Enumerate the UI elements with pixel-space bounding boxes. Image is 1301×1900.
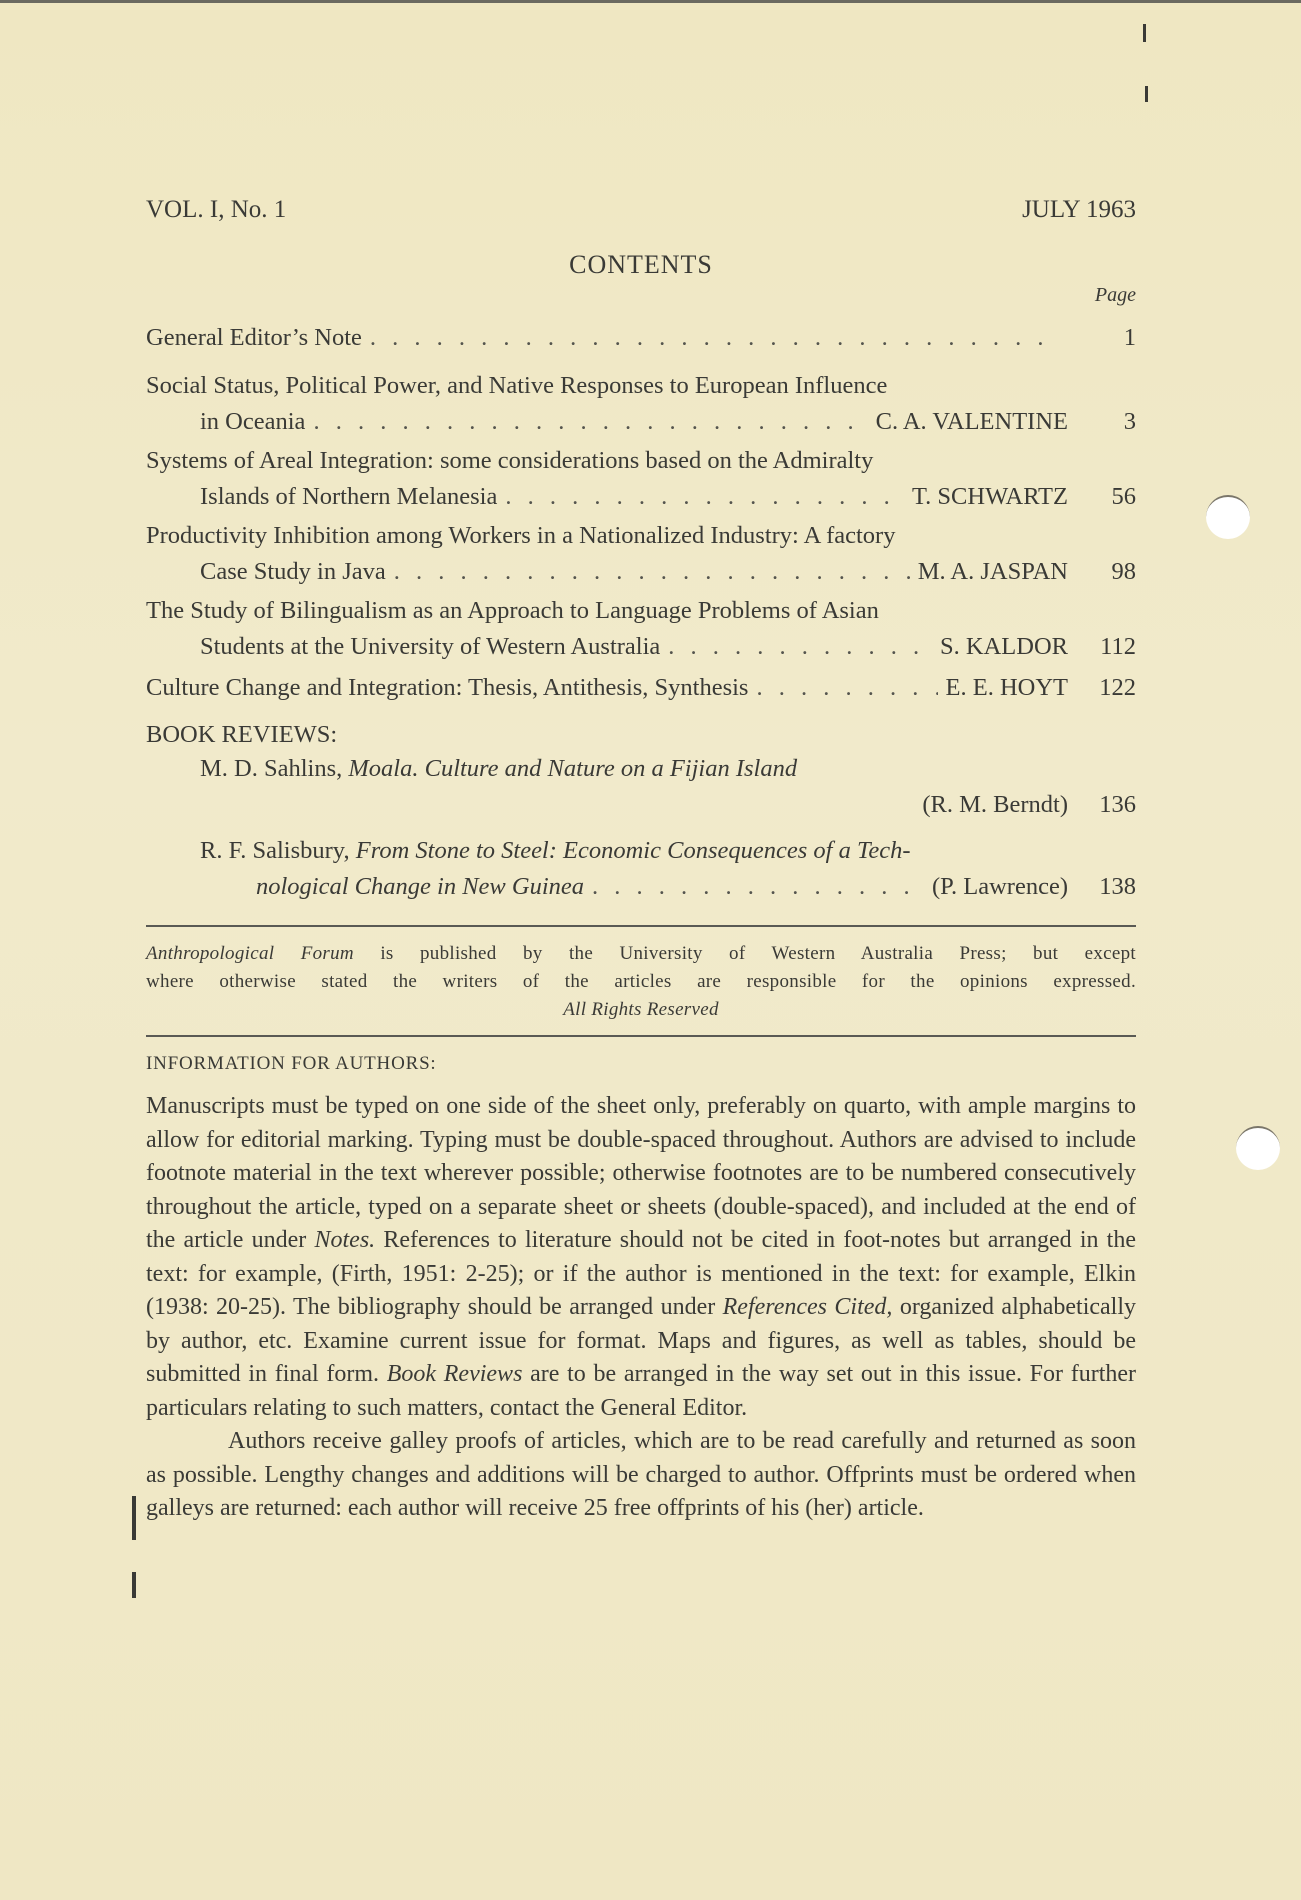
toc-title: General Editor’s Note [146,324,362,351]
toc-entry [146,670,1136,706]
info-paragraph: Authors receive galley proofs of articles, which are to be read carefully and returned as soon as possible. Lengthy changes and additions will be charged to author. Offprints must be ordered when galleys are returned: each author will receive 25 free offprints of his (her) article. [146,1428,1136,1521]
info-text: Manuscripts must be typed on one side of the sheet only, preferably on quarto, with ample margins to allow for editorial marking. Typing must be double-spaced throughout. Authors are advised to include footnote material in the text wherever possible; otherwise footnotes are to be numbered consecutively throughout the article, typed on a separate sheet or sheets (double-spaced), and included at the end of the article under [146,1093,1136,1253]
volume-number: VOL. I, No. 1 [146,196,287,223]
margin-mark [132,1572,136,1598]
leader-dots [592,869,924,905]
toc-title: Culture Change and Integration: Thesis, Antithesis, Synthesis [146,674,749,701]
toc-page: 112 [1100,633,1136,660]
toc-author: E. E. HOYT [945,674,1068,701]
book-review-entry [146,751,1136,823]
notice-text: is published by the University of Western Australia Press; but except [380,943,1136,964]
toc-page: 3 [1123,408,1136,435]
toc-title-line: Islands of Northern Melanesia [200,483,498,510]
toc-entry [146,320,1136,356]
leader-dots [756,670,937,706]
review-book-title: Moala. Culture and Nature on a Fijian Island [348,755,798,782]
info-italic: References Cited, [722,1294,893,1320]
leader-dots [370,320,1060,356]
punch-hole [1206,495,1250,539]
margin-mark [132,1496,136,1540]
page-column-label: Page [1094,284,1136,306]
toc-entry [146,368,1136,440]
info-italic: Book Reviews [386,1361,523,1387]
margin-mark [1143,24,1146,42]
info-body [146,1090,1136,1526]
toc-author: M. A. JASPAN [917,558,1068,585]
leader-dots [313,404,867,440]
toc-author: C. A. VALENTINE [875,408,1068,435]
toc-page: 98 [1111,558,1136,585]
margin-mark [1145,86,1148,102]
leader-dots [505,479,904,515]
toc-title-line: Social Status, Political Power, and Native Responses to European Influence [146,372,888,399]
book-review-entry [146,833,1136,905]
issue-date: JULY 1963 [1022,196,1136,223]
leader-dots [668,629,932,665]
toc-title-line: Case Study in Java [200,558,386,585]
contents-heading: CONTENTS [569,250,713,279]
toc-title-line: Productivity Inhibition among Workers in a Nationalized Industry: A factory [146,522,896,549]
info-text: organized alphabetically by author, etc. Examine current issue for format. Maps and figures, as well as tables, should be submitted in final form. [146,1294,1137,1387]
divider [146,1035,1136,1037]
info-heading: INFORMATION FOR AUTHORS: [146,1053,437,1074]
review-book-author: M. D. Sahlins, [200,755,343,782]
toc-page: 56 [1111,483,1136,510]
page-top-edge [0,0,1301,3]
review-page: 138 [1099,873,1136,900]
journal-name: Anthropological Forum [146,943,354,964]
publication-notice [146,940,1136,1024]
toc-page: 122 [1099,674,1136,701]
rights-notice: All Rights Reserved [563,999,719,1020]
toc-title-line: The Study of Bilingualism as an Approach to Language Problems of Asian [146,597,879,624]
punch-hole [1236,1126,1280,1170]
toc-title-line: in Oceania [200,408,306,435]
toc-entry [146,518,1136,590]
info-text: are to be arranged in the way set out in this issue. For further particulars relating to such matters, contact the General Editor. [146,1361,1137,1421]
review-book-title-cont: nological Change in New Guinea [256,873,584,900]
info-text: References to literature should not be cited in foot-notes but arranged in the text: for example, (Firth, 1951: 2-25); or if the author is mentioned in the text: for example, Elkin (1938: 20-25). The bibliography should be arranged under [146,1227,1137,1320]
toc-entry [146,593,1136,665]
divider [146,925,1136,927]
review-reviewer: (P. Lawrence) [931,873,1068,900]
toc-author: S. KALDOR [940,633,1068,660]
review-book-title: From Stone to Steel: Economic Consequences of a Tech- [355,837,911,864]
leader-dots [394,554,910,590]
toc-entry [146,443,1136,515]
toc-title-line: Systems of Areal Integration: some considerations based on the Admiralty [146,447,874,474]
toc-page: 1 [1123,324,1136,351]
toc-author: T. SCHWARTZ [912,483,1068,510]
toc-title-line: Students at the University of Western Australia [200,633,661,660]
review-reviewer: (R. M. Berndt) [922,791,1068,818]
book-reviews-heading: BOOK REVIEWS: [146,721,338,748]
review-book-author: R. F. Salisbury, [200,837,350,864]
review-page: 136 [1099,791,1136,818]
notice-text: where otherwise stated the writers of the articles are responsible for the opinions expressed. [146,971,1136,992]
info-italic: Notes. [314,1227,376,1253]
info-paragraph [146,1090,1136,1425]
